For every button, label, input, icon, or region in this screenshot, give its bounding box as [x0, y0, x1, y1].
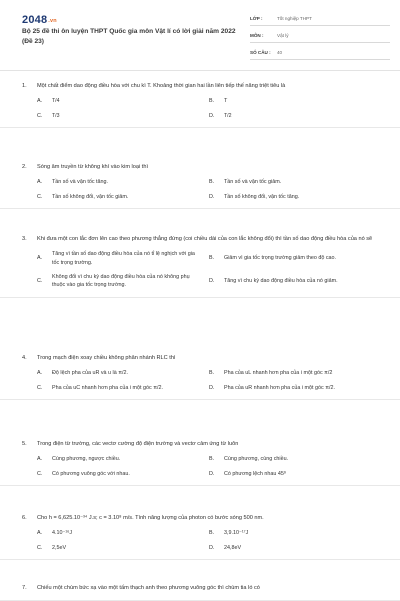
question-number: 5. — [22, 441, 27, 447]
option-a[interactable] — [37, 455, 209, 463]
answer-options — [37, 529, 378, 552]
info-row-subject — [250, 29, 390, 43]
info-value: Vật lý — [277, 33, 289, 38]
option-letter: A. — [37, 370, 43, 377]
option-letter: B. — [209, 370, 215, 377]
option-text: Pha của uL nhanh hơn pha của i một góc π/2 — [224, 370, 333, 377]
option-text: Giảm vì gia tốc trọng trường giảm theo độ cao. — [224, 255, 337, 262]
option-a[interactable] — [37, 529, 209, 537]
option-text: Tăng vì tần số dao động điều hòa của nó tỉ lệ nghịch với gia tốc trọng trường. — [52, 251, 195, 266]
option-d[interactable] — [209, 384, 381, 392]
option-a[interactable] — [37, 178, 209, 186]
info-label: LỚP : — [250, 16, 263, 21]
header — [0, 0, 400, 71]
question-text: Khi đưa một con lắc đơn lên cao theo phương thẳng đứng (coi chiều dài của con lắc không đổi) thì tần số dao động điều hòa của nó sẽ — [37, 236, 373, 242]
document-title: Bộ 25 đề thi ôn luyện THPT Quốc gia môn Vật lí có lời giải năm 2022 (Đề 23) — [22, 28, 236, 45]
question-text: Trong mạch điện xoay chiều không phân nhánh RLC thì — [37, 355, 176, 361]
option-text: Tần số không đổi, vận tốc giảm. — [52, 193, 129, 200]
answer-options — [37, 97, 378, 120]
answer-options — [37, 250, 378, 290]
option-text: Tăng vì chu kỳ dao động điều hòa của nó giảm. — [224, 278, 338, 285]
question-2 — [22, 163, 378, 201]
question-7 — [22, 584, 378, 593]
info-label: MÔN : — [250, 33, 264, 38]
option-c[interactable] — [37, 112, 209, 120]
info-label: SỐ CÂU : — [250, 50, 271, 55]
option-text: Có phương lệch nhau 45º — [224, 470, 286, 477]
option-b[interactable] — [209, 178, 381, 186]
question-text: Sóng âm truyền từ không khí vào kim loại thì — [37, 164, 149, 170]
option-text: T/3 — [52, 112, 60, 119]
question-text: Trong điện từ trường, các vectơ cường độ điện trường và vectơ cảm ứng từ luôn — [37, 441, 239, 447]
question-number: 4. — [22, 355, 27, 361]
logo-suffix: .vn — [48, 18, 57, 24]
option-letter: D. — [209, 112, 215, 119]
option-text: Tần số và vận tốc tăng. — [52, 179, 109, 186]
info-value: Tốt nghiệp THPT — [277, 16, 312, 21]
question-number: 6. — [22, 515, 27, 521]
option-letter: D. — [209, 278, 215, 285]
option-letter: A. — [37, 179, 43, 186]
site-logo[interactable] — [22, 14, 57, 26]
question-number: 7. — [22, 585, 27, 591]
option-c[interactable] — [37, 193, 209, 201]
option-a[interactable] — [37, 250, 209, 267]
option-text: 24,8eV — [224, 544, 242, 551]
option-text: Tần số và vận tốc giảm. — [224, 179, 282, 186]
option-c[interactable] — [37, 384, 209, 392]
option-letter: A. — [37, 456, 43, 463]
option-letter: B. — [209, 98, 215, 105]
option-text: Cùng phương, cùng chiều. — [224, 456, 289, 463]
option-text: T/4 — [52, 98, 60, 105]
option-b[interactable] — [209, 369, 381, 377]
question-number: 1. — [22, 83, 27, 89]
option-text: Tần số không đổi, vận tốc tăng. — [224, 193, 300, 200]
answer-options — [37, 369, 378, 392]
option-letter: C. — [37, 278, 43, 285]
option-text: Pha của uR nhanh hơn pha của i một góc π/2. — [224, 384, 335, 391]
option-letter: C. — [37, 470, 43, 477]
option-letter: B. — [209, 255, 215, 262]
option-text: 3,9.10⁻¹⁷J — [224, 530, 249, 537]
option-letter: C. — [37, 384, 43, 391]
option-text: 4.10⁻¹⁶J — [52, 530, 73, 537]
option-b[interactable] — [209, 97, 381, 105]
option-c[interactable] — [37, 470, 209, 478]
answer-options — [37, 178, 378, 201]
option-b[interactable] — [209, 529, 381, 537]
option-letter: D. — [209, 384, 215, 391]
option-text: T/2 — [224, 112, 232, 119]
option-letter: A. — [37, 530, 43, 537]
option-d[interactable] — [209, 273, 381, 290]
option-a[interactable] — [37, 97, 209, 105]
info-value: 40 — [277, 50, 283, 55]
option-text: Không đổi vì chu kỳ dao động điều hòa của nó không phụ thuộc vào gia tốc trọng trường. — [52, 273, 190, 289]
option-text: Độ lệch pha của uR và u là π/2. — [52, 370, 128, 377]
option-letter: C. — [37, 193, 43, 200]
option-text: Cùng phương, ngược chiều. — [52, 456, 121, 463]
option-letter: C. — [37, 112, 43, 119]
option-d[interactable] — [209, 112, 381, 120]
option-d[interactable] — [209, 544, 381, 552]
option-letter: A. — [37, 255, 43, 262]
option-letter: C. — [37, 544, 43, 551]
option-d[interactable] — [209, 470, 381, 478]
info-row-question-count — [250, 46, 390, 60]
question-text: Cho h = 6,625.10⁻³⁴ J.s; c = 3.10⁸ m/s. Tính năng lượng của photon có bước sóng 500 nm. — [37, 515, 264, 521]
option-a[interactable] — [37, 369, 209, 377]
option-text: 2,5eV — [52, 544, 67, 551]
answer-options — [37, 455, 378, 478]
question-number: 3. — [22, 236, 27, 242]
option-letter: B. — [209, 456, 215, 463]
question-text: Một chất điểm dao động điều hòa với chu kì T. Khoảng thời gian hai lần liên tiếp thế năng triệt tiêu là — [37, 83, 286, 89]
option-letter: B. — [209, 530, 215, 537]
option-letter: B. — [209, 179, 215, 186]
question-text: Chiếu một chùm bức xạ vào một tấm thạch anh theo phương vuông góc thì chùm tia ló có — [37, 585, 260, 591]
option-c[interactable] — [37, 544, 209, 552]
option-letter: D. — [209, 193, 215, 200]
option-b[interactable] — [209, 250, 381, 267]
option-text: Có phương vuông góc với nhau. — [52, 470, 130, 477]
option-letter: D. — [209, 470, 215, 477]
question-1 — [22, 82, 378, 120]
question-3 — [22, 235, 378, 290]
option-letter: D. — [209, 544, 215, 551]
question-4 — [22, 354, 378, 392]
option-c[interactable] — [37, 273, 209, 290]
logo-text: 2048 — [22, 14, 48, 26]
option-text: T — [224, 98, 228, 105]
option-letter: A. — [37, 98, 43, 105]
question-number: 2. — [22, 164, 27, 170]
option-b[interactable] — [209, 455, 381, 463]
question-6 — [22, 514, 378, 552]
option-text: Pha của uC nhanh hơn pha của i một góc π/2. — [52, 384, 163, 391]
exam-info — [250, 12, 390, 60]
info-row-class — [250, 12, 390, 26]
question-5 — [22, 440, 378, 478]
option-d[interactable] — [209, 193, 381, 201]
